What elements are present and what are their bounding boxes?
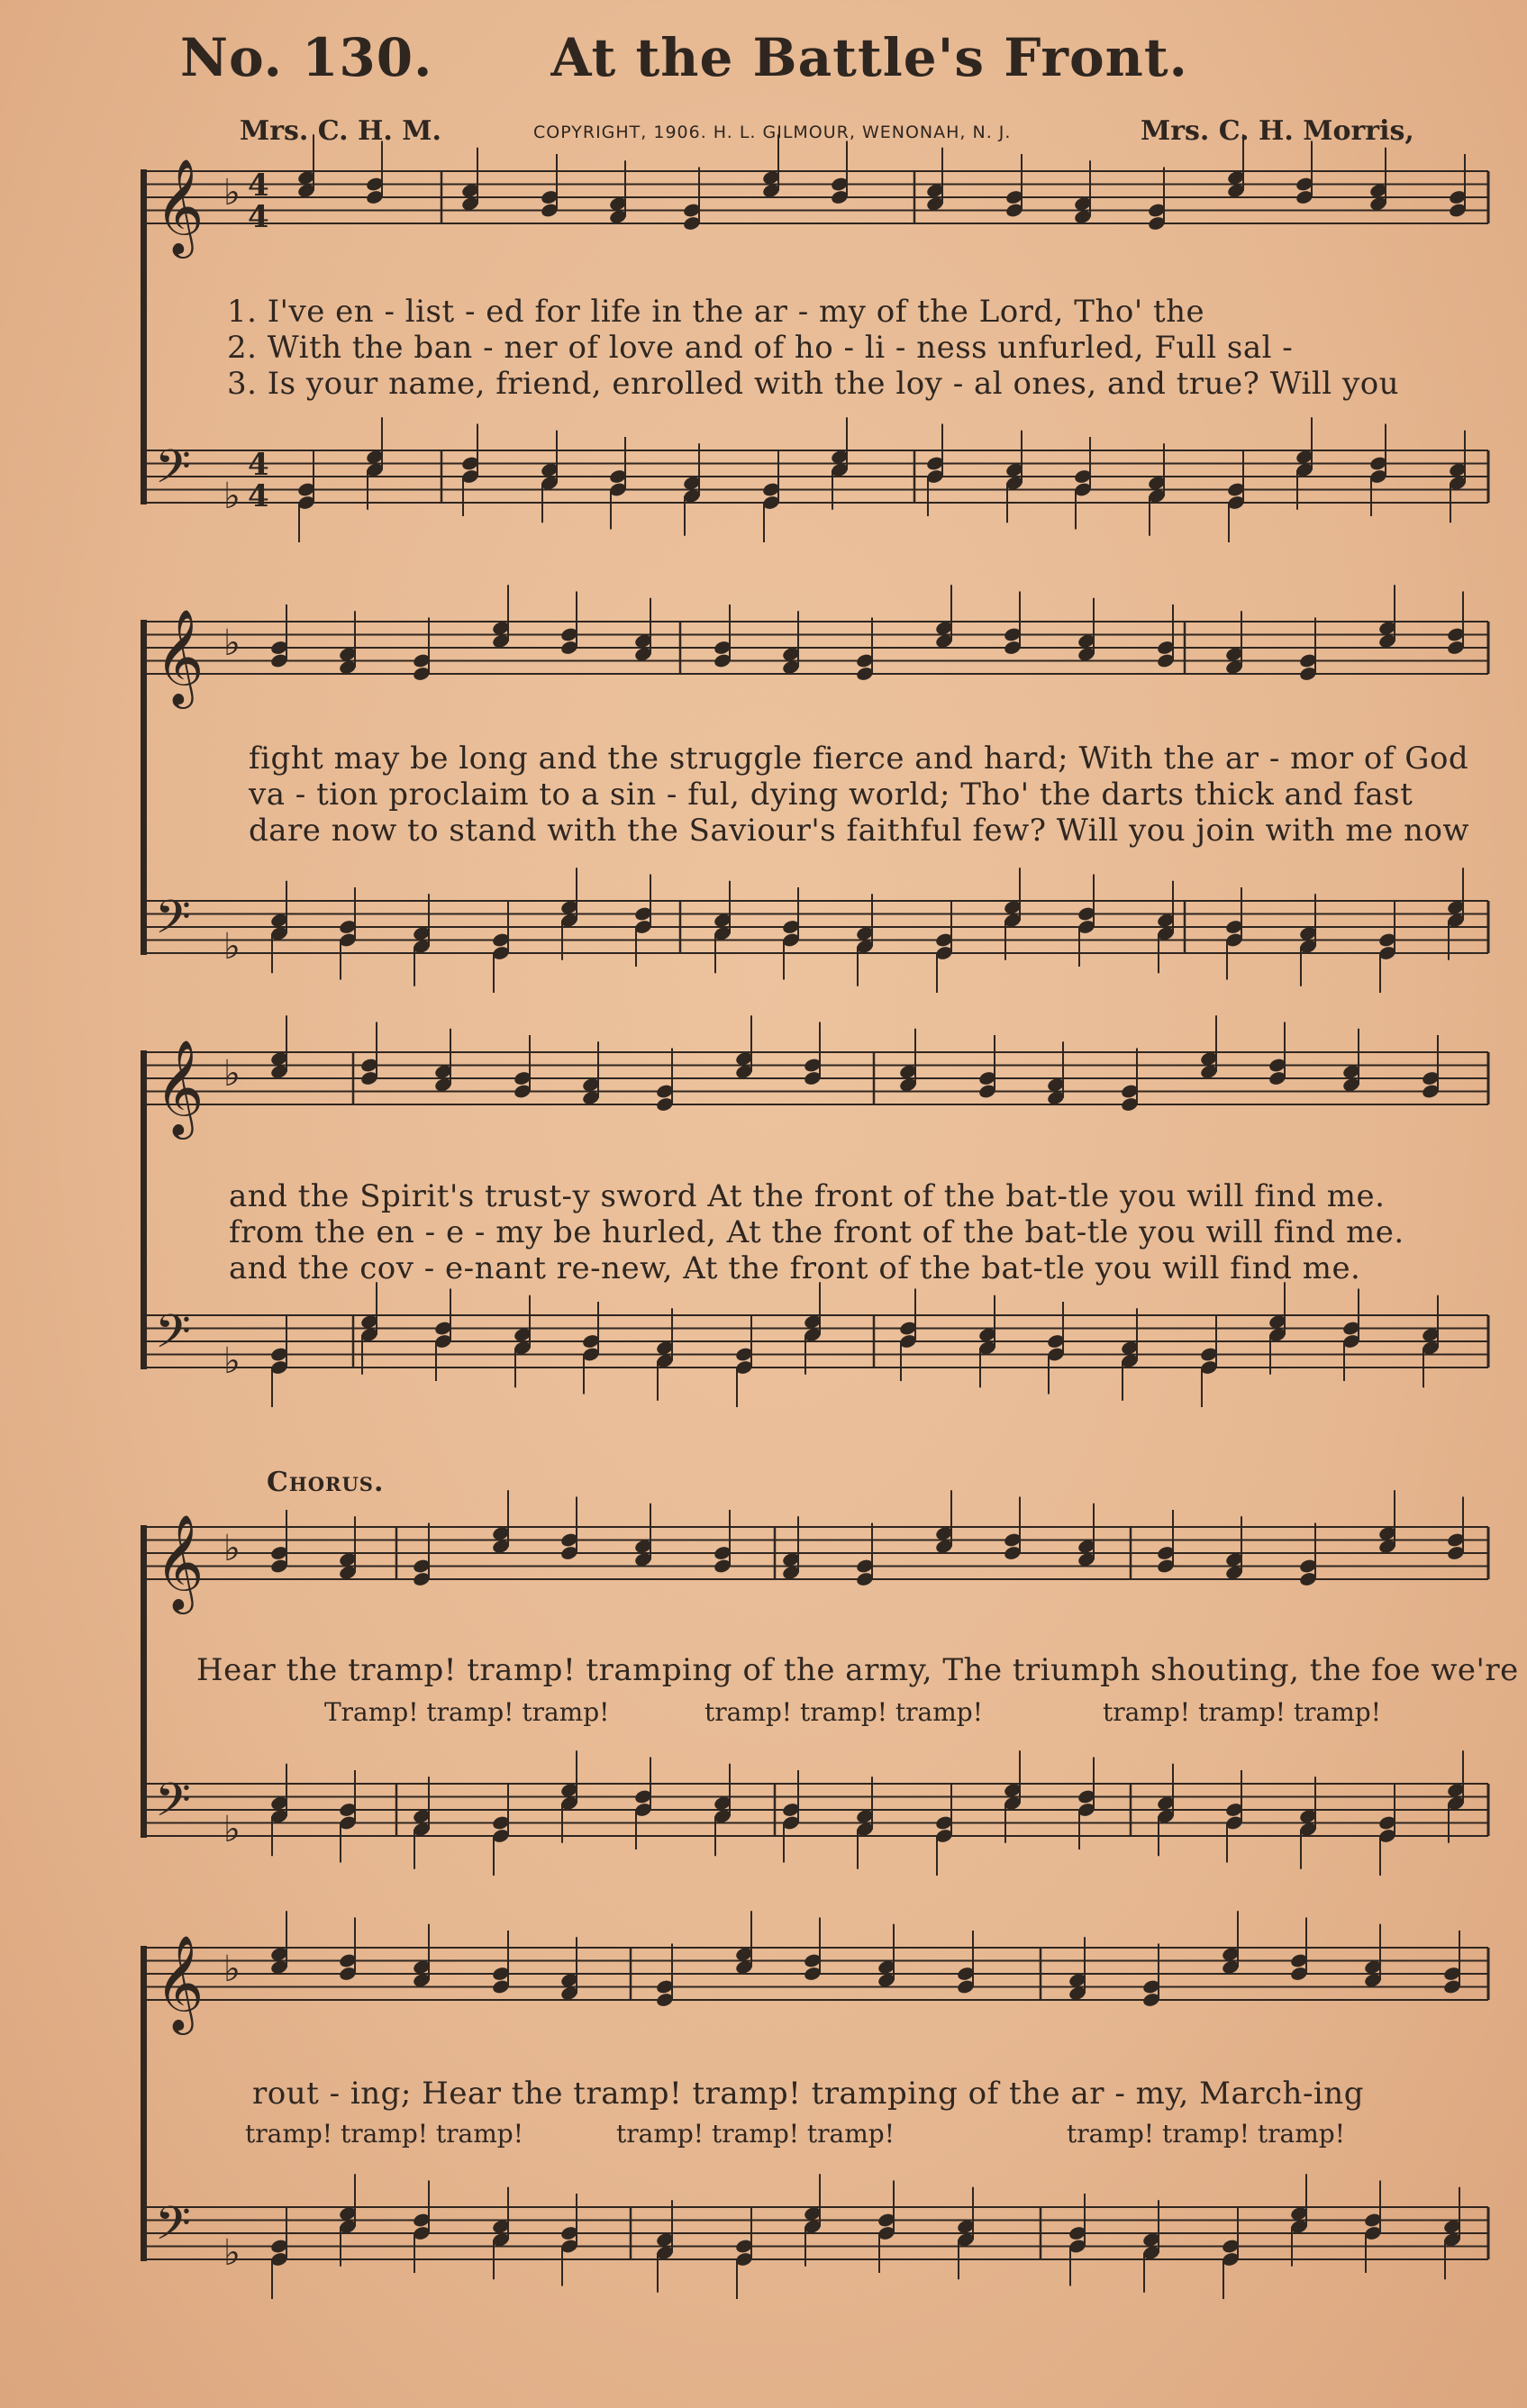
system-bracket xyxy=(141,1946,147,2261)
treble-clef-icon: 𝄞 xyxy=(155,608,205,704)
verse-3-line-3: and the cov - e-nant re-new, At the front of the bat-tle you will find me. xyxy=(229,1250,1361,1286)
chorus-echo-2c: tramp! tramp! tramp! xyxy=(1067,2119,1345,2149)
time-signature-icon: 4 xyxy=(248,168,269,204)
verse-3-line-1: 3. Is your name, friend, enrolled with the loy - al ones, and true? Will you xyxy=(227,366,1400,402)
flat-icon: ♭ xyxy=(223,622,241,664)
bass-clef-icon: 𝄢 xyxy=(155,889,191,956)
composer: Mrs. C. H. Morris, xyxy=(1141,115,1414,147)
flat-icon: ♭ xyxy=(223,1949,241,1990)
verse-2-line-1: 2. With the ban - ner of love and of ho - li - ness unfurled, Full sal - xyxy=(227,330,1294,366)
bass-clef-icon: 𝄢 xyxy=(155,439,191,505)
chorus-line-2: rout - ing; Hear the tramp! tramp! tramping of the ar - my, March-ing xyxy=(252,2076,1364,2112)
bass-clef-icon: 𝄢 xyxy=(155,2195,191,2262)
time-signature-icon: 4 xyxy=(248,447,269,483)
flat-icon: ♭ xyxy=(223,926,241,968)
chorus-echo-1a: Tramp! tramp! tramp! xyxy=(324,1697,610,1727)
hymn-title: At the Battle's Front. xyxy=(550,27,1188,88)
verse-2-line-3: from the en - e - my be hurled, At the front of the bat-tle you will find me. xyxy=(229,1214,1404,1250)
time-signature-icon: 4 xyxy=(248,199,269,235)
treble-clef-icon: 𝄞 xyxy=(155,158,205,254)
treble-clef-icon: 𝄞 xyxy=(155,1039,205,1135)
verse-1-line-1: 1. I've en - list - ed for life in the ar - my of the Lord, Tho' the xyxy=(227,294,1205,330)
chorus-line-1: Hear the tramp! tramp! tramping of the army, The triumph shouting, the foe we're xyxy=(196,1652,1519,1688)
verse-2-line-2: va - tion proclaim to a sin - ful, dying world; Tho' the darts thick and fast xyxy=(249,777,1413,813)
treble-clef-icon: 𝄞 xyxy=(155,1934,205,2031)
flat-icon: ♭ xyxy=(223,476,241,517)
flat-icon: ♭ xyxy=(223,1340,241,1382)
chorus-label: Chorus. xyxy=(267,1467,385,1498)
time-signature-icon: 4 xyxy=(248,478,269,514)
verse-1-line-3: and the Spirit's trust-y sword At the front of the bat-tle you will find me. xyxy=(229,1178,1386,1214)
system-bracket xyxy=(141,1525,147,1838)
verse-1-line-2: fight may be long and the struggle fierce and hard; With the ar - mor of God xyxy=(249,741,1469,777)
chorus-echo-1b: tramp! tramp! tramp! xyxy=(704,1697,983,1727)
bass-clef-icon: 𝄢 xyxy=(155,1304,191,1370)
system-bracket xyxy=(141,1050,147,1369)
flat-icon: ♭ xyxy=(223,1809,241,1850)
verse-3-line-2: dare now to stand with the Saviour's faithful few? Will you join with me now xyxy=(249,813,1470,849)
flat-icon: ♭ xyxy=(223,1528,241,1569)
flat-icon: ♭ xyxy=(223,172,241,214)
chorus-echo-2a: tramp! tramp! tramp! xyxy=(245,2119,523,2149)
flat-icon: ♭ xyxy=(223,1053,241,1095)
lyricist: Mrs. C. H. M. xyxy=(240,115,441,147)
treble-clef-icon: 𝄞 xyxy=(155,1513,205,1610)
chorus-echo-1c: tramp! tramp! tramp! xyxy=(1103,1697,1381,1727)
flat-icon: ♭ xyxy=(223,2232,241,2274)
chorus-echo-2b: tramp! tramp! tramp! xyxy=(616,2119,895,2149)
bass-clef-icon: 𝄢 xyxy=(155,1772,191,1839)
copyright-notice: COPYRIGHT, 1906. H. L. GILMOUR, WENONAH, N. J. xyxy=(533,123,1012,142)
system-bracket xyxy=(141,169,147,504)
hymn-number: No. 130. xyxy=(180,27,433,88)
system-bracket xyxy=(141,620,147,955)
